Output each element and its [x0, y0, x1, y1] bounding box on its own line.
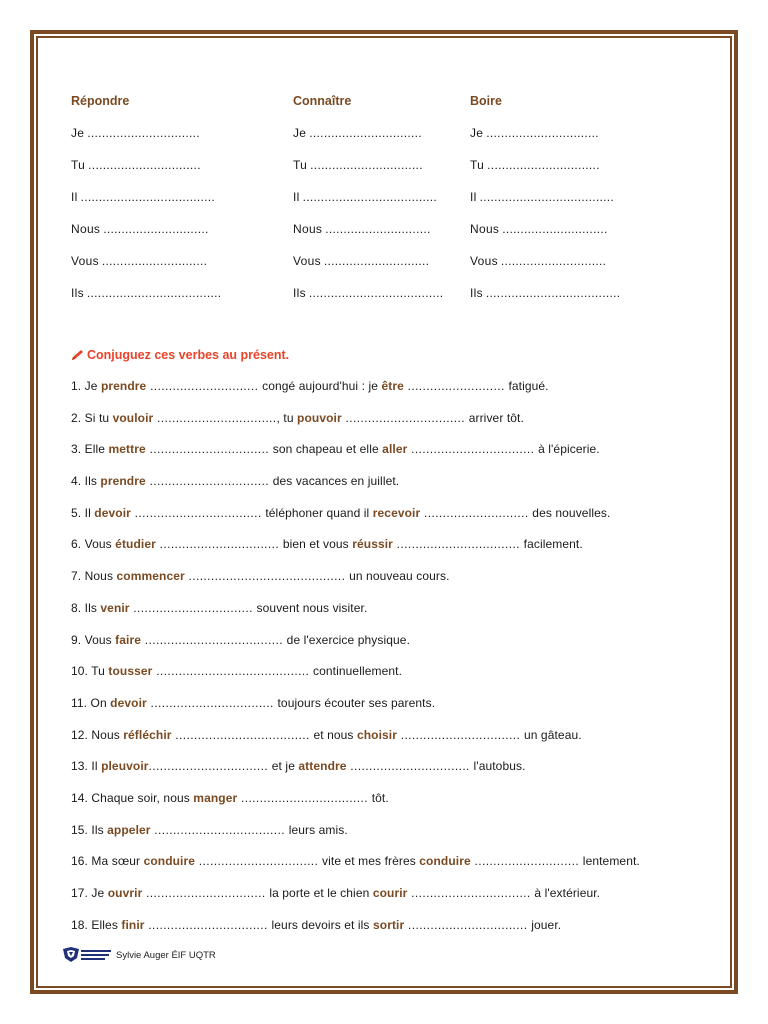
sentence-text: facilement.	[523, 537, 583, 552]
answer-blank[interactable]: .....................................	[308, 286, 444, 300]
answer-blank[interactable]: ................................	[145, 474, 273, 489]
answer-blank[interactable]: ..........................	[403, 379, 509, 393]
answer-blank[interactable]: ............................	[420, 505, 533, 520]
sentence-text: 1. Je	[71, 379, 101, 393]
instruction-text: Conjuguez ces verbes au présent.	[87, 348, 290, 362]
exercise-item	[71, 662, 711, 694]
infinitive-verb: faire	[115, 632, 142, 647]
sentence-text: 6. Vous	[71, 537, 116, 552]
pronoun: Nous	[293, 222, 323, 236]
conjugation-line	[293, 252, 443, 284]
infinitive-verb: réussir	[352, 537, 393, 552]
infinitive-verb: commencer	[116, 569, 185, 584]
conjugation-line	[293, 220, 443, 252]
answer-blank[interactable]: .....................................	[479, 190, 615, 204]
conjugation-line	[293, 156, 443, 188]
pronoun: Je	[293, 126, 307, 140]
sentence-text: un gâteau.	[523, 727, 582, 742]
exercise-item	[71, 504, 711, 536]
conjugation-line	[293, 284, 443, 316]
infinitive-verb: sortir	[372, 917, 405, 932]
answer-blank[interactable]: ................................	[396, 727, 524, 742]
answer-blank[interactable]: ................................	[148, 759, 272, 774]
answer-blank[interactable]: ................................	[341, 410, 469, 425]
sentence-text: 15. Ils	[71, 822, 108, 837]
pronoun: Ils	[470, 286, 483, 300]
sentence-text: 2. Si tu	[71, 410, 113, 425]
answer-blank[interactable]: .........................................	[152, 664, 314, 679]
exercise-item	[71, 852, 711, 884]
sentence-text: 13. Il	[71, 759, 102, 774]
conjugation-line	[71, 252, 221, 284]
infinitive-verb: recevoir	[372, 505, 421, 520]
sentence-text: leurs devoirs et ils	[271, 917, 373, 932]
answer-blank[interactable]: .................................	[407, 442, 539, 457]
infinitive-verb: pouvoir	[297, 410, 342, 425]
conjugation-line	[71, 124, 221, 156]
conjugation-line	[470, 284, 620, 316]
pronoun: Tu	[71, 158, 86, 172]
infinitive-verb: finir	[121, 917, 145, 932]
conjugation-line	[470, 156, 620, 188]
answer-blank[interactable]: ..........................................	[184, 569, 350, 584]
answer-blank[interactable]: ..................................	[237, 790, 372, 805]
infinitive-verb: mettre	[108, 442, 146, 457]
answer-blank[interactable]: .............................	[325, 222, 431, 236]
conjugation-line	[71, 188, 221, 220]
answer-blank[interactable]: ............................	[470, 854, 583, 869]
sentence-text: congé aujourd'hui : je	[262, 379, 382, 393]
sentence-text: 3. Elle	[71, 442, 109, 457]
infinitive-verb: pleuvoir	[101, 759, 149, 774]
answer-blank[interactable]: .....................................	[485, 286, 621, 300]
answer-blank[interactable]: .............................	[502, 222, 608, 236]
sentence-text: 12. Nous	[71, 727, 124, 742]
exercise-item	[71, 472, 711, 504]
answer-blank[interactable]: ...............................	[310, 158, 423, 172]
answer-blank[interactable]: ...............................	[87, 126, 200, 140]
answer-blank[interactable]: ................................	[142, 886, 270, 900]
sentence-text: téléphoner quand il	[265, 505, 373, 520]
sentence-text: 17. Je	[71, 886, 108, 900]
infinitive-verb: aller	[382, 442, 408, 457]
answer-blank[interactable]: ................................	[195, 854, 323, 869]
exercise-item	[71, 440, 711, 472]
answer-blank[interactable]: ................................	[153, 410, 277, 425]
sentence-text: 14. Chaque soir, nous	[71, 790, 194, 805]
sentence-text: la porte et le chien	[269, 886, 373, 900]
infinitive-verb: appeler	[107, 822, 151, 837]
sentence-text: lentement.	[582, 854, 640, 869]
answer-blank[interactable]: .............................	[146, 379, 263, 393]
answer-blank[interactable]: .................................	[146, 695, 278, 710]
instruction-heading	[71, 346, 289, 364]
exercise-list	[71, 377, 711, 947]
pronoun: Tu	[470, 158, 485, 172]
school-logo	[62, 946, 114, 964]
sentence-text: et je	[271, 759, 299, 774]
sentence-text: 4. Ils	[71, 474, 101, 489]
pronoun: Ils	[293, 286, 306, 300]
answer-blank[interactable]: .................................	[392, 537, 524, 552]
verb-column	[470, 92, 620, 316]
infinitive-verb: prendre	[100, 474, 146, 489]
sentence-text: 11. On	[71, 695, 111, 710]
answer-blank[interactable]: ...............................	[88, 158, 201, 172]
verb-column	[71, 92, 221, 316]
infinitive-verb: tousser	[108, 664, 153, 679]
exercise-item	[71, 631, 711, 663]
conjugation-line	[470, 220, 620, 252]
exercise-item	[71, 884, 711, 916]
pronoun: Vous	[293, 254, 321, 268]
answer-blank[interactable]: ................................	[155, 537, 283, 552]
infinitive-verb: choisir	[356, 727, 397, 742]
exercise-item	[71, 599, 711, 631]
pronoun: Je	[470, 126, 484, 140]
verb-title: Boire	[470, 94, 502, 108]
sentence-text: 5. Il	[71, 505, 95, 520]
infinitive-verb: conduire	[419, 854, 471, 869]
sentence-text: souvent nous visiter.	[256, 600, 368, 615]
answer-blank[interactable]: ................................	[346, 759, 474, 774]
sentence-text: , tu	[276, 410, 298, 425]
pronoun: Vous	[470, 254, 498, 268]
answer-blank[interactable]: ...................................	[150, 822, 289, 837]
infinitive-verb: conduire	[143, 854, 196, 869]
exercise-item	[71, 409, 711, 441]
sentence-text: fatigué.	[508, 379, 549, 393]
sentence-text: leurs amis.	[288, 822, 348, 837]
conjugation-line	[470, 252, 620, 284]
sentence-text: un nouveau cours.	[349, 569, 450, 584]
sentence-text: toujours écouter ses parents.	[277, 695, 436, 710]
infinitive-verb: réfléchir	[123, 727, 172, 742]
answer-blank[interactable]: ................................	[144, 917, 272, 932]
pronoun: Vous	[71, 254, 99, 268]
pronoun: Nous	[71, 222, 101, 236]
exercise-item	[71, 567, 711, 599]
answer-blank[interactable]: .............................	[323, 254, 430, 268]
sentence-text: 16. Ma sœur	[71, 854, 144, 869]
infinitive-verb: vouloir	[112, 410, 154, 425]
sentence-text: 9. Vous	[71, 632, 116, 647]
sentence-text: à l'extérieur.	[534, 886, 601, 900]
sentence-text: l'autobus.	[473, 759, 526, 774]
pronoun: Tu	[293, 158, 308, 172]
footer-credit: Sylvie Auger ÉIF UQTR	[116, 949, 216, 961]
infinitive-verb: ouvrir	[107, 886, 143, 900]
conjugation-line	[293, 124, 443, 156]
sentence-text: des vacances en juillet.	[272, 474, 400, 489]
pronoun: Il	[293, 190, 300, 204]
sentence-text: continuellement.	[313, 664, 403, 679]
answer-blank[interactable]: .....................................	[80, 190, 216, 204]
sentence-text: 8. Ils	[71, 600, 101, 615]
infinitive-verb: prendre	[100, 379, 147, 393]
answer-blank[interactable]: ................................	[129, 600, 257, 615]
infinitive-verb: courir	[372, 886, 408, 900]
pronoun: Il	[470, 190, 477, 204]
conjugation-line	[470, 124, 620, 156]
exercise-item	[71, 535, 711, 567]
answer-blank[interactable]: ...............................	[487, 158, 600, 172]
pronoun: Je	[71, 126, 85, 140]
sentence-text: bien et vous	[282, 537, 353, 552]
sentence-text: 18. Elles	[71, 917, 122, 932]
answer-blank[interactable]: .............................	[103, 222, 209, 236]
sentence-text: 10. Tu	[71, 664, 109, 679]
sentence-text: à l'épicerie.	[538, 442, 600, 457]
infinitive-verb: être	[381, 379, 404, 393]
answer-blank[interactable]: .............................	[500, 254, 607, 268]
answer-blank[interactable]: ....................................	[171, 727, 314, 742]
exercise-item	[71, 757, 711, 789]
pencil-icon	[71, 349, 85, 361]
sentence-text: jouer.	[531, 917, 562, 932]
verb-column	[293, 92, 443, 316]
pronoun: Ils	[71, 286, 84, 300]
conjugation-line	[71, 220, 221, 252]
exercise-item	[71, 694, 711, 726]
answer-blank[interactable]: .....................................	[141, 632, 287, 647]
sentence-text: tôt.	[371, 790, 389, 805]
verb-title: Connaître	[293, 94, 352, 108]
sentence-text: son chapeau et elle	[272, 442, 383, 457]
exercise-item	[71, 377, 711, 409]
sentence-text: arriver tôt.	[468, 410, 524, 425]
answer-blank[interactable]: ...............................	[309, 126, 422, 140]
answer-blank[interactable]: .............................	[101, 254, 208, 268]
answer-blank[interactable]: ...............................	[486, 126, 599, 140]
exercise-item	[71, 789, 711, 821]
infinitive-verb: devoir	[110, 695, 147, 710]
infinitive-verb: manger	[193, 790, 238, 805]
exercise-item	[71, 726, 711, 758]
conjugation-line	[470, 188, 620, 220]
exercise-item	[71, 821, 711, 853]
sentence-text: de l'exercice physique.	[286, 632, 410, 647]
sentence-text: et nous	[313, 727, 357, 742]
infinitive-verb: attendre	[298, 759, 347, 774]
answer-blank[interactable]: ................................	[145, 442, 273, 457]
pronoun: Nous	[470, 222, 500, 236]
infinitive-verb: venir	[100, 600, 130, 615]
sentence-text: des nouvelles.	[532, 505, 611, 520]
answer-blank[interactable]: ................................	[407, 886, 535, 900]
footer	[62, 946, 216, 964]
answer-blank[interactable]: .....................................	[302, 190, 438, 204]
conjugation-line	[293, 188, 443, 220]
sentence-text: 7. Nous	[71, 569, 117, 584]
pronoun: Il	[71, 190, 78, 204]
conjugation-line	[71, 284, 221, 316]
sentence-text: vite et mes frères	[322, 854, 420, 869]
conjugation-line	[71, 156, 221, 188]
answer-blank[interactable]: ................................	[404, 917, 532, 932]
answer-blank[interactable]: ..................................	[130, 505, 266, 520]
infinitive-verb: devoir	[94, 505, 131, 520]
exercise-item	[71, 916, 711, 948]
verb-title: Répondre	[71, 94, 130, 108]
answer-blank[interactable]: .....................................	[86, 286, 222, 300]
infinitive-verb: étudier	[115, 537, 156, 552]
